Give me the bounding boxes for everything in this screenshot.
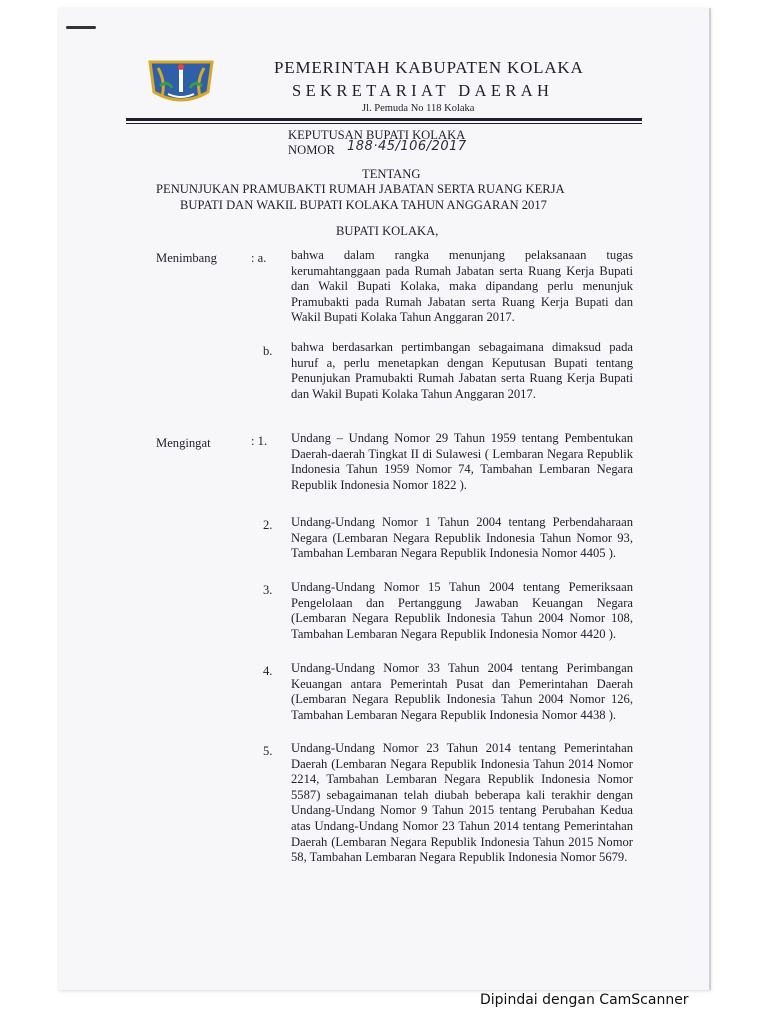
mengingat-item-1: Undang – Undang Nomor 29 Tahun 1959 tentang Pembentukan Daerah-daerah Tingkat II di Sulawesi ( Lembaran Negara Republik Indonesia Tahun 1959 Nomor 74, Tambahan Lembaran Negara Republik Indonesia Nomor 1822 ). (291, 431, 633, 492)
regency-emblem-icon (142, 58, 220, 108)
government-name: PEMERINTAH KABUPATEN KOLAKA (274, 58, 584, 77)
page-edge (709, 8, 711, 990)
mengingat-mark-1: : 1. (251, 434, 268, 448)
menimbang-mark-a: : a. (251, 251, 267, 265)
mengingat-item-5: Undang-Undang Nomor 23 Tahun 2014 tentang Pemerintahan Daerah (Lembaran Negara Republik Indonesia Tahun 2014 Nomor 2214, Tambahan Lembaran Negara Republik Indonesia Nomor 5587) sebagaimanan telah diubah beberapa kali terakhir dengan Undang-Undang Nomor 9 Tahun 2015 tentang Perubahan Kedua atas Undang-Undang Nomor 23 Tahun 2014 tentang Pemerintahan Daerah (Lembaran Negara Republik Indonesia Tahun 2015 Nomor 58, Tambahan Lembaran Negara Republik Indonesia Nomor 5679. (291, 741, 633, 865)
tentang-heading: TENTANG (362, 167, 421, 181)
decree-title: KEPUTUSAN BUPATI KOLAKA (288, 128, 466, 142)
scanner-watermark: Dipindai dengan CamScanner (480, 992, 689, 1008)
issuer-heading: BUPATI KOLAKA, (336, 224, 439, 238)
menimbang-label: Menimbang (156, 251, 217, 265)
subject-line-1: PENUNJUKAN PRAMUBAKTI RUMAH JABATAN SERTA RUANG KERJA (156, 182, 565, 196)
office-name: SEKRETARIAT DAERAH (292, 81, 554, 100)
menimbang-item-b: bahwa berdasarkan pertimbangan sebagaimana dimaksud pada huruf a, perlu menetapkan dengan Keputusan Bupati tentang Penunjukan Pramubakti Rumah Jabatan serta Ruang Kerja Bupati dan Wakil Bupati Kolaka Tahun Anggaran 2017. (291, 340, 633, 401)
mengingat-label: Mengingat (156, 436, 211, 450)
mengingat-item-3: Undang-Undang Nomor 15 Tahun 2004 tentang Pemeriksaan Pengelolaan dan Pertanggung Jawaban Keuangan Negara (Lembaran Negara Republik Indonesia Tahun 2004 Nomor 108, Tambahan Lembaran Negara Republik Indonesia Nomor 4420 ). (291, 580, 633, 641)
letterhead-rule-thin (126, 123, 642, 124)
menimbang-item-a: bahwa dalam rangka menunjang pelaksanaan tugas kerumahtanggaan pada Rumah Jabatan serta Ruang Kerja Bupati dan Wakil Bupati Kolaka, maka dipandang perlu menunjuk Pramubakti pada Rumah Jabatan serta Ruang Kerja Bupati dan Wakil Bupati Kolaka Tahun Anggaran 2017. (291, 248, 633, 325)
mengingat-mark-3: 3. (263, 583, 273, 597)
letterhead-rule-thick (126, 118, 642, 121)
mengingat-mark-4: 4. (263, 664, 273, 678)
mengingat-mark-2: 2. (263, 518, 273, 532)
mengingat-item-4: Undang-Undang Nomor 33 Tahun 2004 tentang Perimbangan Keuangan antara Pemerintah Pusat dan Pemerintahan Daerah (Lembaran Negara Republik Indonesia Tahun 2004 Nomor 126, Tambahan Lembaran Negara Republik Indonesia Nomor 4438 ). (291, 661, 633, 722)
menimbang-mark-b: b. (263, 344, 273, 358)
office-address: Jl. Pemuda No 118 Kolaka (362, 103, 475, 114)
scan-mark (66, 26, 96, 29)
mengingat-item-2: Undang-Undang Nomor 1 Tahun 2004 tentang Perbendaharaan Negara (Lembaran Negara Republik Indonesia Tahun Nomor 93, Tambahan Lembaran Negara Republik Indonesia Nomor 4405 ). (291, 515, 633, 561)
mengingat-mark-5: 5. (263, 744, 273, 758)
decree-number-label: NOMOR (288, 143, 335, 157)
subject-line-2: BUPATI DAN WAKIL BUPATI KOLAKA TAHUN ANGGARAN 2017 (180, 198, 547, 212)
decree-number-handwritten: 188·45/106/2017 (347, 139, 467, 154)
